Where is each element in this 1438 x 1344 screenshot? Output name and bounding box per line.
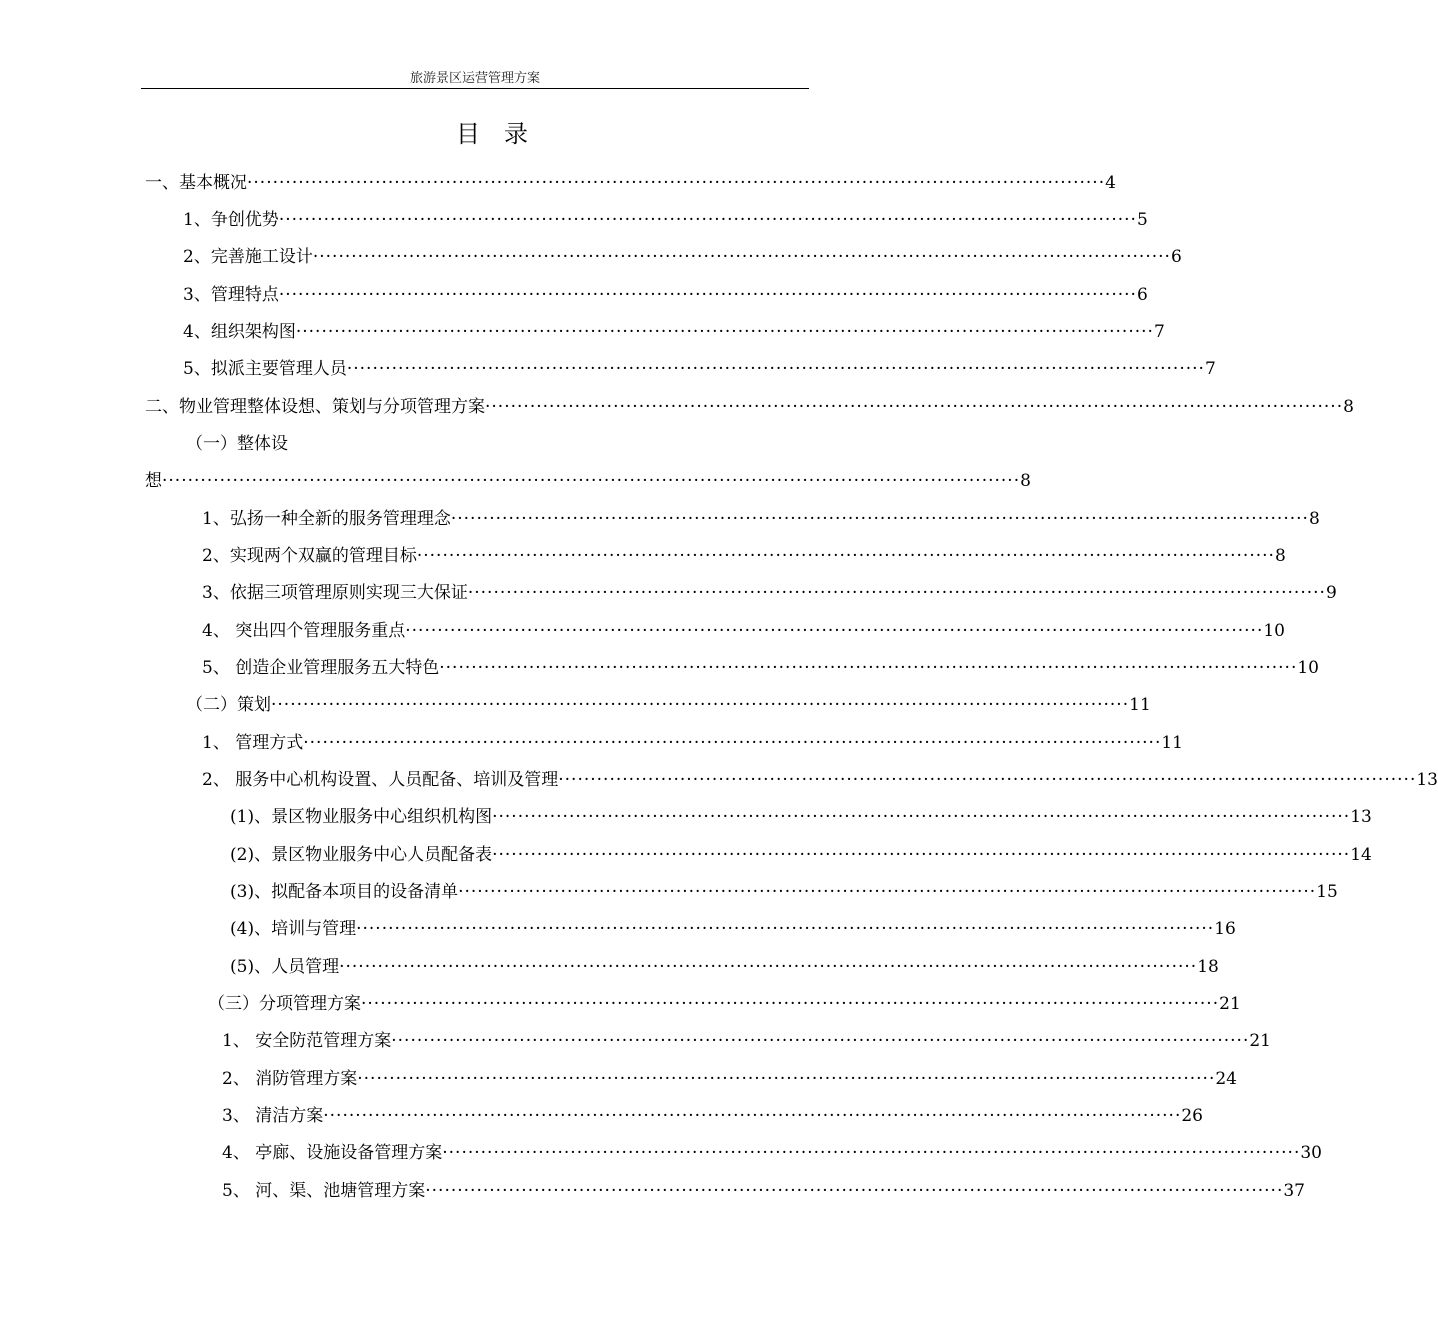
dot-leader: ······································································································································ — [492, 845, 1351, 865]
toc-entry-label: 4、 突出四个管理服务重点 — [202, 621, 406, 641]
toc-entry-page: 5 — [1136, 210, 1148, 230]
running-header: 旅游景区运营管理方案 — [409, 71, 540, 86]
header-divider — [141, 88, 809, 89]
toc-entry-page: 18 — [1197, 957, 1219, 977]
toc-title: 目录 — [456, 120, 552, 148]
toc-entry-page: 13 — [1416, 770, 1438, 790]
dot-leader: ······································································································································ — [425, 1181, 1284, 1201]
toc-entry-page: 13 — [1350, 807, 1372, 827]
dot-leader: ······································································································································ — [312, 247, 1171, 267]
toc-entry-page: 9 — [1325, 583, 1337, 603]
dot-leader: ······································································································································ — [295, 322, 1154, 342]
toc-entry-page: 15 — [1316, 882, 1338, 902]
toc-entry-page: 14 — [1350, 845, 1372, 865]
toc-entry-label: 1、 安全防范管理方案 — [222, 1031, 392, 1051]
toc-entry[interactable] — [230, 805, 1372, 829]
toc-entry[interactable] — [202, 581, 1337, 605]
dot-leader: ······································································································································ — [303, 733, 1162, 753]
toc-entry-page: 8 — [1274, 546, 1286, 566]
toc-entry[interactable] — [222, 1029, 1271, 1053]
toc-entry[interactable] — [145, 469, 1031, 493]
toc-entry-wrapped-heading[interactable] — [186, 432, 288, 456]
toc-entry-label: 一、基本概况 — [145, 173, 247, 193]
toc-entry[interactable] — [230, 880, 1338, 904]
dot-leader: ······································································································································ — [346, 359, 1205, 379]
toc-entry[interactable] — [222, 1141, 1322, 1165]
toc-entry-page: 7 — [1204, 359, 1216, 379]
toc-entry-label: （三）分项管理方案 — [208, 994, 361, 1014]
toc-entry-label: 想 — [145, 471, 162, 491]
toc-entry-page: 4 — [1105, 173, 1116, 193]
dot-leader: ······································································································································ — [442, 1143, 1301, 1163]
toc-entry-page: 11 — [1161, 733, 1183, 753]
toc-entry-label: （二）策划 — [186, 695, 271, 715]
toc-entry-label: 5、拟派主要管理人员 — [183, 359, 347, 379]
toc-entry-label: 1、争创优势 — [183, 210, 279, 230]
dot-leader: ······································································································································ — [439, 658, 1298, 678]
toc-entry-page: 6 — [1136, 285, 1148, 305]
toc-entry[interactable] — [230, 843, 1372, 867]
dot-leader: ······································································································································ — [339, 957, 1198, 977]
toc-entry[interactable] — [183, 208, 1148, 232]
toc-entry[interactable] — [202, 731, 1183, 755]
toc-entry-label: 3、依据三项管理原则实现三大保证 — [202, 583, 468, 603]
toc-entry-page: 10 — [1263, 621, 1285, 641]
toc-entry[interactable] — [202, 619, 1285, 643]
toc-entry[interactable] — [202, 656, 1319, 680]
toc-entry-label: 2、 消防管理方案 — [222, 1069, 358, 1089]
toc-entry[interactable] — [183, 245, 1182, 269]
dot-leader: ······································································································································ — [271, 695, 1130, 715]
toc-entry-label: （一）整体设 — [186, 434, 288, 454]
toc-entry-page: 24 — [1215, 1069, 1237, 1089]
dot-leader: ······································································································································ — [558, 770, 1417, 790]
dot-leader: ······································································································································ — [247, 173, 1106, 193]
toc-entry-label: 2、完善施工设计 — [183, 247, 313, 267]
toc-entry-page: 30 — [1300, 1143, 1322, 1163]
toc-entry-label: 2、实现两个双赢的管理目标 — [202, 546, 417, 566]
dot-leader: ······································································································································ — [458, 882, 1317, 902]
toc-entry-label: 1、 管理方式 — [202, 733, 304, 753]
toc-entry[interactable] — [183, 357, 1216, 381]
toc-entry-page: 8 — [1343, 397, 1354, 417]
dot-leader: ······································································································································ — [356, 919, 1215, 939]
toc-entry-page: 11 — [1129, 695, 1151, 715]
toc-entry[interactable] — [230, 917, 1236, 941]
toc-entry[interactable] — [186, 693, 1151, 717]
toc-entry[interactable] — [222, 1179, 1305, 1203]
dot-leader: ······································································································································ — [162, 471, 1021, 491]
dot-leader: ······································································································································ — [492, 807, 1351, 827]
toc-entry[interactable] — [202, 768, 1438, 792]
toc-entry[interactable] — [183, 320, 1165, 344]
toc-entry-page: 7 — [1153, 322, 1165, 342]
toc-entry-label: 5、 河、渠、池塘管理方案 — [222, 1181, 426, 1201]
toc-entry[interactable] — [230, 955, 1219, 979]
toc-entry-label: (3)、拟配备本项目的设备清单 — [230, 882, 459, 902]
dot-leader: ······································································································································ — [278, 285, 1137, 305]
toc-entry[interactable] — [145, 395, 1354, 419]
toc-entry-label: 4、 亭廊、设施设备管理方案 — [222, 1143, 443, 1163]
toc-entry[interactable] — [222, 1104, 1203, 1128]
toc-entry-page: 26 — [1181, 1106, 1203, 1126]
dot-leader: ······································································································································ — [405, 621, 1264, 641]
toc-entry-page: 21 — [1219, 994, 1241, 1014]
toc-entry-label: 3、管理特点 — [183, 285, 279, 305]
toc-entry-label: 3、 清洁方案 — [222, 1106, 324, 1126]
dot-leader: ······································································································································ — [323, 1106, 1182, 1126]
toc-entry-page: 8 — [1308, 509, 1320, 529]
toc-entry-page: 37 — [1283, 1181, 1305, 1201]
toc-entry[interactable] — [183, 283, 1148, 307]
toc-entry[interactable] — [202, 507, 1320, 531]
toc-entry-page: 6 — [1170, 247, 1182, 267]
dot-leader: ······································································································································ — [467, 583, 1326, 603]
toc-entry-label: 5、 创造企业管理服务五大特色 — [202, 658, 440, 678]
toc-entry[interactable] — [208, 992, 1241, 1016]
toc-entry-label: (5)、人员管理 — [230, 957, 340, 977]
toc-entry[interactable] — [222, 1067, 1237, 1091]
toc-entry-label: (1)、景区物业服务中心组织机构图 — [230, 807, 493, 827]
dot-leader: ······································································································································ — [361, 994, 1220, 1014]
dot-leader: ······································································································································ — [391, 1031, 1250, 1051]
dot-leader: ······································································································································ — [450, 509, 1309, 529]
toc-entry-label: 4、组织架构图 — [183, 322, 296, 342]
toc-entry-page: 8 — [1020, 471, 1031, 491]
dot-leader: ······································································································································ — [357, 1069, 1216, 1089]
toc-entry[interactable] — [145, 171, 1116, 195]
dot-leader: ······································································································································ — [485, 397, 1344, 417]
toc-entry[interactable] — [202, 544, 1286, 568]
toc-entry-label: 2、 服务中心机构设置、人员配备、培训及管理 — [202, 770, 559, 790]
dot-leader: ······································································································································ — [278, 210, 1137, 230]
toc-entry-label: (4)、培训与管理 — [230, 919, 357, 939]
dot-leader: ······································································································································ — [416, 546, 1275, 566]
toc-entry-page: 16 — [1214, 919, 1236, 939]
toc-entry-label: (2)、景区物业服务中心人员配备表 — [230, 845, 493, 865]
toc-entry-label: 二、物业管理整体设想、策划与分项管理方案 — [145, 397, 485, 417]
toc-entry-label: 1、弘扬一种全新的服务管理理念 — [202, 509, 451, 529]
toc-entry-page: 10 — [1297, 658, 1319, 678]
toc-entry-page: 21 — [1249, 1031, 1271, 1051]
